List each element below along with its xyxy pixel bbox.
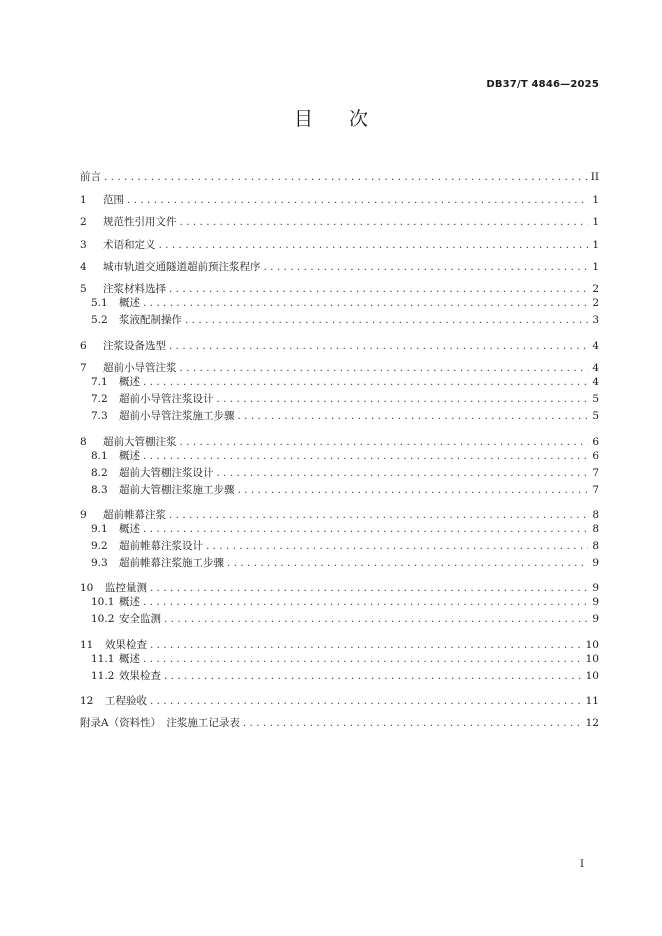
standard-code: DB37/T 4846—2025 xyxy=(486,79,599,90)
toc-entry[interactable] xyxy=(80,209,599,231)
toc-entry-title: 监控量测 xyxy=(105,582,147,595)
toc-entry-number: 7 xyxy=(80,362,87,375)
toc-entry-page: 7 xyxy=(592,466,599,479)
toc-entry-title: 城市轨道交通隧道超前预注浆程序 xyxy=(103,260,261,273)
toc-dot-leader xyxy=(238,482,589,499)
page-number: I xyxy=(580,859,584,870)
toc-subentry[interactable] xyxy=(80,374,599,391)
toc-dot-leader xyxy=(243,715,583,732)
title-char-2: 次 xyxy=(349,108,369,130)
toc-entry-page: 9 xyxy=(592,582,599,595)
toc-subentry[interactable] xyxy=(80,295,599,312)
toc-entry-page: 1 xyxy=(592,193,599,206)
toc-subentry[interactable] xyxy=(80,408,599,425)
toc-entry-title: 超前大管棚注浆设计 xyxy=(119,466,214,479)
toc-subentry[interactable] xyxy=(80,611,599,628)
table-of-contents xyxy=(80,164,599,732)
toc-entry-page: 10 xyxy=(585,652,599,665)
toc-dot-leader xyxy=(264,259,589,276)
toc-entry-title: 概述 xyxy=(119,376,140,389)
toc-entry-page: 8 xyxy=(592,522,599,535)
toc-subentry[interactable] xyxy=(80,668,599,685)
toc-entry-number: 7.1 xyxy=(91,376,108,389)
toc-entry-page: 8 xyxy=(592,508,599,521)
toc-entry[interactable] xyxy=(80,332,599,354)
toc-entry-number: 5.2 xyxy=(91,314,108,327)
toc-entry-page: 9 xyxy=(592,556,599,569)
toc-dot-leader xyxy=(180,214,589,231)
toc-entry-number: 10 xyxy=(80,582,94,595)
toc-entry-title: 超前大管棚注浆 xyxy=(103,435,177,448)
toc-dot-leader xyxy=(164,611,588,628)
toc-entry-number: 7.2 xyxy=(91,393,108,406)
toc-entry-number: 10.2 xyxy=(91,613,115,626)
page-title xyxy=(0,104,662,131)
toc-entry-page: 10 xyxy=(585,669,599,682)
toc-dot-leader xyxy=(185,312,588,329)
toc-entry[interactable] xyxy=(80,186,599,208)
toc-entry-title: 附录A（资料性） 注浆施工记录表 xyxy=(80,717,240,730)
toc-entry-page: 6 xyxy=(592,449,599,462)
toc-entry-page: 10 xyxy=(585,638,599,651)
toc-entry-number: 11.1 xyxy=(91,652,115,665)
toc-entry-page: 5 xyxy=(592,410,599,423)
toc-entry-title: 超前小导管注浆施工步骤 xyxy=(119,410,235,423)
toc-entry-page: 2 xyxy=(592,283,599,296)
toc-subentry[interactable] xyxy=(80,521,599,538)
toc-entry-title: 术语和定义 xyxy=(103,238,156,251)
toc-subentry[interactable] xyxy=(80,465,599,482)
toc-subentry[interactable] xyxy=(80,651,599,668)
toc-entry-title: 概述 xyxy=(119,297,140,310)
toc-entry-title: 效果检查 xyxy=(105,638,147,651)
toc-entry-page: 7 xyxy=(592,483,599,496)
toc-entry[interactable] xyxy=(80,688,599,710)
title-char-1: 目 xyxy=(293,108,313,130)
toc-entry-page: 4 xyxy=(592,339,599,352)
toc-dot-leader xyxy=(143,295,588,312)
toc-entry[interactable] xyxy=(80,164,599,186)
toc-entry-page: 4 xyxy=(592,376,599,389)
toc-subentry[interactable] xyxy=(80,594,599,611)
toc-entry-number: 7.3 xyxy=(91,410,108,423)
toc-entry-title: 超前帷幕注浆 xyxy=(103,508,166,521)
toc-dot-leader xyxy=(143,374,588,391)
toc-entry-number: 8.2 xyxy=(91,466,108,479)
toc-entry-number: 8.3 xyxy=(91,483,108,496)
toc-dot-leader xyxy=(169,338,588,355)
toc-entry-title: 前言 xyxy=(80,171,101,184)
toc-entry-number: 5 xyxy=(80,283,87,296)
toc-entry-number: 1 xyxy=(80,193,87,206)
toc-entry-number: 11.2 xyxy=(91,669,115,682)
toc-entry-number: 6 xyxy=(80,339,87,352)
toc-entry-title: 效果检查 xyxy=(119,669,161,682)
toc-dot-leader xyxy=(127,192,588,209)
toc-entry-number: 9.3 xyxy=(91,556,108,569)
toc-subentry[interactable] xyxy=(80,391,599,408)
toc-dot-leader xyxy=(164,668,583,685)
toc-entry-page: 4 xyxy=(592,362,599,375)
toc-entry-page: 1 xyxy=(592,260,599,273)
toc-entry-page: 5 xyxy=(592,393,599,406)
toc-entry-title: 概述 xyxy=(119,522,140,535)
toc-entry-page: 2 xyxy=(592,297,599,310)
toc-entry-title: 浆液配制操作 xyxy=(119,314,182,327)
toc-entry-title: 超前帷幕注浆设计 xyxy=(119,539,203,552)
toc-entry-number: 12 xyxy=(80,695,94,708)
toc-entry-page: 6 xyxy=(592,435,599,448)
toc-entry-page: 3 xyxy=(592,314,599,327)
toc-entry-number: 9 xyxy=(80,508,87,521)
toc-entry-title: 概述 xyxy=(119,449,140,462)
toc-entry-title: 注浆材料选择 xyxy=(103,283,166,296)
toc-dot-leader xyxy=(206,538,588,555)
toc-entry-page: 8 xyxy=(592,539,599,552)
toc-dot-leader xyxy=(217,465,589,482)
toc-entry-page: 11 xyxy=(585,695,599,708)
toc-entry-number: 9.2 xyxy=(91,539,108,552)
toc-entry-number: 11 xyxy=(80,638,94,651)
toc-dot-leader xyxy=(227,555,588,572)
toc-entry-title: 概述 xyxy=(119,652,140,665)
toc-dot-leader xyxy=(104,169,588,186)
toc-entry-title: 超前大管棚注浆施工步骤 xyxy=(119,483,235,496)
toc-entry-title: 超前小导管注浆 xyxy=(103,362,177,375)
toc-entry-title: 工程验收 xyxy=(105,695,147,708)
toc-dot-leader xyxy=(150,693,583,710)
toc-dot-leader xyxy=(159,237,589,254)
toc-entry-number: 2 xyxy=(80,216,87,229)
toc-entry-number: 3 xyxy=(80,238,87,251)
toc-entry-number: 9.1 xyxy=(91,522,108,535)
toc-dot-leader xyxy=(143,448,588,465)
toc-dot-leader xyxy=(143,594,588,611)
toc-subentry[interactable] xyxy=(80,312,599,329)
toc-entry-title: 范围 xyxy=(103,193,124,206)
toc-entry[interactable] xyxy=(80,231,599,253)
toc-entry[interactable] xyxy=(80,254,599,276)
toc-dot-leader xyxy=(217,391,589,408)
toc-dot-leader xyxy=(143,651,583,668)
toc-dot-leader xyxy=(143,521,588,538)
toc-entry-number: 10.1 xyxy=(91,596,115,609)
toc-entry-number: 8 xyxy=(80,435,87,448)
toc-entry-title: 安全监测 xyxy=(119,613,161,626)
toc-entry[interactable] xyxy=(80,710,599,732)
toc-subentry[interactable] xyxy=(80,448,599,465)
toc-entry-page: 1 xyxy=(592,238,599,251)
toc-dot-leader xyxy=(238,408,589,425)
toc-entry-title: 注浆设备选型 xyxy=(103,339,166,352)
toc-entry-title: 超前帷幕注浆施工步骤 xyxy=(119,556,224,569)
toc-subentry[interactable] xyxy=(80,482,599,499)
toc-entry-page: 9 xyxy=(592,596,599,609)
toc-subentry[interactable] xyxy=(80,555,599,572)
toc-entry-number: 4 xyxy=(80,260,87,273)
toc-entry-title: 概述 xyxy=(119,596,140,609)
toc-entry-page: 9 xyxy=(592,613,599,626)
toc-entry-title: 规范性引用文件 xyxy=(103,216,177,229)
toc-subentry[interactable] xyxy=(80,538,599,555)
toc-entry-number: 5.1 xyxy=(91,297,108,310)
toc-entry-page: II xyxy=(590,171,599,184)
toc-entry-page: 1 xyxy=(592,216,599,229)
toc-entry-page: 12 xyxy=(585,717,599,730)
toc-entry-title: 超前小导管注浆设计 xyxy=(119,393,214,406)
toc-entry-number: 8.1 xyxy=(91,449,108,462)
